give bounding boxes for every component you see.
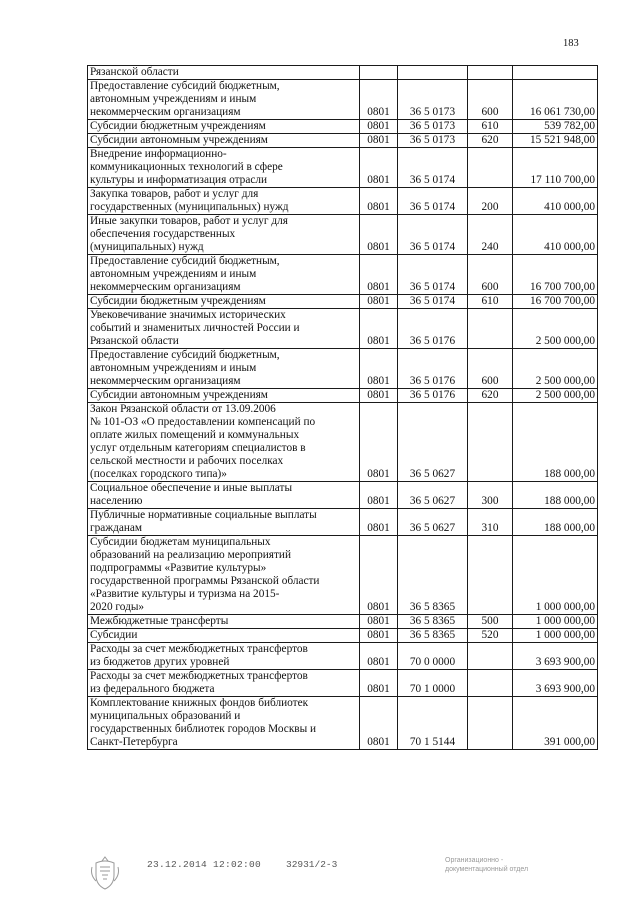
coat-of-arms-icon <box>88 855 122 891</box>
row-amount-cell <box>513 66 598 80</box>
row-code-cell: 36 5 0627 <box>398 403 468 482</box>
row-section-cell: 0801 <box>360 255 398 295</box>
row-type-cell: 500 <box>468 615 513 629</box>
row-name-cell: Увековечивание значимых исторических событий и знаменитых личностей России и Рязанской области <box>88 309 360 349</box>
row-name-cell: Субсидии бюджетам муниципальных образований на реализацию мероприятий подпрограммы «Развитие культуры» государственной программы Рязанской области «Развитие культуры и туризма на 2015- 2020 годы» <box>88 536 360 615</box>
row-section-cell: 0801 <box>360 643 398 670</box>
table-row <box>88 697 598 750</box>
row-amount-cell: 539 782,00 <box>513 120 598 134</box>
row-code-cell: 36 5 0176 <box>398 349 468 389</box>
row-name-cell: Межбюджетные трансферты <box>88 615 360 629</box>
row-name-cell: Рязанской области <box>88 66 360 80</box>
row-section-cell: 0801 <box>360 134 398 148</box>
row-code-cell: 36 5 8365 <box>398 629 468 643</box>
row-section-cell: 0801 <box>360 536 398 615</box>
row-type-cell: 600 <box>468 349 513 389</box>
row-type-cell <box>468 536 513 615</box>
row-amount-cell: 15 521 948,00 <box>513 134 598 148</box>
row-type-cell: 610 <box>468 120 513 134</box>
table-row <box>88 148 598 188</box>
row-amount-cell: 16 061 730,00 <box>513 80 598 120</box>
row-type-cell <box>468 403 513 482</box>
row-name-cell: Комплектование книжных фондов библиотек муниципальных образований и государственных библиотек городов Москвы и Санкт-Петербурга <box>88 697 360 750</box>
page-number: 183 <box>563 38 579 49</box>
table-row <box>88 295 598 309</box>
row-amount-cell: 2 500 000,00 <box>513 309 598 349</box>
row-code-cell: 70 0 0000 <box>398 643 468 670</box>
table-row <box>88 615 598 629</box>
row-amount-cell: 410 000,00 <box>513 188 598 215</box>
footer <box>0 855 640 895</box>
row-section-cell: 0801 <box>360 670 398 697</box>
row-code-cell: 36 5 0173 <box>398 80 468 120</box>
row-type-cell: 600 <box>468 255 513 295</box>
row-name-cell: Социальное обеспечение и иные выплаты населению <box>88 482 360 509</box>
row-section-cell: 0801 <box>360 215 398 255</box>
row-name-cell: Предоставление субсидий бюджетным, автономным учреждениям и иным некоммерческим организациям <box>88 255 360 295</box>
row-section-cell <box>360 66 398 80</box>
row-name-cell: Иные закупки товаров, работ и услуг для обеспечения государственных (муниципальных) нужд <box>88 215 360 255</box>
row-section-cell: 0801 <box>360 349 398 389</box>
row-type-cell: 300 <box>468 482 513 509</box>
row-code-cell: 36 5 8365 <box>398 615 468 629</box>
row-name-cell: Предоставление субсидий бюджетным, автономным учреждениям и иным некоммерческим организациям <box>88 349 360 389</box>
table-row <box>88 403 598 482</box>
table-row <box>88 389 598 403</box>
row-name-cell: Внедрение информационно- коммуникационных технологий в сфере культуры и информатизация отрасли <box>88 148 360 188</box>
table-row <box>88 482 598 509</box>
row-name-cell: Субсидии бюджетным учреждениям <box>88 295 360 309</box>
table-row <box>88 349 598 389</box>
row-type-cell: 310 <box>468 509 513 536</box>
row-section-cell: 0801 <box>360 615 398 629</box>
row-amount-cell: 188 000,00 <box>513 509 598 536</box>
row-name-cell: Субсидии <box>88 629 360 643</box>
row-code-cell: 36 5 0627 <box>398 509 468 536</box>
table-row <box>88 66 598 80</box>
table-row <box>88 509 598 536</box>
row-amount-cell: 188 000,00 <box>513 403 598 482</box>
row-section-cell: 0801 <box>360 403 398 482</box>
row-type-cell: 620 <box>468 134 513 148</box>
row-amount-cell: 3 693 900,00 <box>513 670 598 697</box>
row-amount-cell: 410 000,00 <box>513 215 598 255</box>
row-amount-cell: 2 500 000,00 <box>513 389 598 403</box>
budget-table <box>87 65 598 750</box>
row-section-cell: 0801 <box>360 629 398 643</box>
row-code-cell: 36 5 0627 <box>398 482 468 509</box>
row-code-cell: 36 5 0176 <box>398 389 468 403</box>
row-code-cell: 36 5 0174 <box>398 255 468 295</box>
row-amount-cell: 1 000 000,00 <box>513 615 598 629</box>
stamp-datetime: 23.12.2014 12:02:00 <box>147 859 262 870</box>
row-code-cell: 36 5 0174 <box>398 295 468 309</box>
row-code-cell <box>398 66 468 80</box>
row-amount-cell: 16 700 700,00 <box>513 295 598 309</box>
row-section-cell: 0801 <box>360 188 398 215</box>
table-row <box>88 80 598 120</box>
row-code-cell: 36 5 8365 <box>398 536 468 615</box>
table-row <box>88 120 598 134</box>
row-type-cell <box>468 697 513 750</box>
row-type-cell <box>468 309 513 349</box>
row-type-cell: 200 <box>468 188 513 215</box>
row-code-cell: 70 1 5144 <box>398 697 468 750</box>
row-type-cell: 610 <box>468 295 513 309</box>
row-name-cell: Закупка товаров, работ и услуг для государственных (муниципальных) нужд <box>88 188 360 215</box>
row-section-cell: 0801 <box>360 697 398 750</box>
row-code-cell: 36 5 0176 <box>398 309 468 349</box>
row-name-cell: Расходы за счет межбюджетных трансфертов из федерального бюджета <box>88 670 360 697</box>
table-row <box>88 309 598 349</box>
row-amount-cell: 2 500 000,00 <box>513 349 598 389</box>
row-type-cell <box>468 66 513 80</box>
row-section-cell: 0801 <box>360 309 398 349</box>
stamp-department-note: Организационно - документационный отдел <box>445 857 529 873</box>
row-section-cell: 0801 <box>360 120 398 134</box>
row-section-cell: 0801 <box>360 80 398 120</box>
row-code-cell: 36 5 0174 <box>398 215 468 255</box>
row-code-cell: 36 5 0174 <box>398 148 468 188</box>
row-type-cell: 520 <box>468 629 513 643</box>
row-name-cell: Предоставление субсидий бюджетным, автономным учреждениям и иным некоммерческим организациям <box>88 80 360 120</box>
row-amount-cell: 16 700 700,00 <box>513 255 598 295</box>
row-type-cell: 240 <box>468 215 513 255</box>
table-row <box>88 643 598 670</box>
row-amount-cell: 1 000 000,00 <box>513 536 598 615</box>
row-type-cell: 600 <box>468 80 513 120</box>
row-amount-cell: 1 000 000,00 <box>513 629 598 643</box>
row-name-cell: Субсидии бюджетным учреждениям <box>88 120 360 134</box>
row-amount-cell: 391 000,00 <box>513 697 598 750</box>
row-amount-cell: 188 000,00 <box>513 482 598 509</box>
row-name-cell: Субсидии автономным учреждениям <box>88 134 360 148</box>
row-type-cell <box>468 670 513 697</box>
row-amount-cell: 3 693 900,00 <box>513 643 598 670</box>
table-row <box>88 536 598 615</box>
table-row <box>88 215 598 255</box>
row-name-cell: Субсидии автономным учреждениям <box>88 389 360 403</box>
row-type-cell <box>468 643 513 670</box>
row-section-cell: 0801 <box>360 509 398 536</box>
table-row <box>88 134 598 148</box>
table-row <box>88 629 598 643</box>
row-code-cell: 70 1 0000 <box>398 670 468 697</box>
row-section-cell: 0801 <box>360 295 398 309</box>
row-section-cell: 0801 <box>360 148 398 188</box>
row-code-cell: 36 5 0173 <box>398 134 468 148</box>
table-row <box>88 670 598 697</box>
table-row <box>88 188 598 215</box>
row-name-cell: Закон Рязанской области от 13.09.2006 № 101-ОЗ «О предоставлении компенсаций по оплате жилых помещений и коммунальных услуг отдельным категориям специалистов в сельской местности и рабочих поселках (поселках городского типа)» <box>88 403 360 482</box>
row-section-cell: 0801 <box>360 482 398 509</box>
stamp-document-id: 32931/2-3 <box>286 859 338 870</box>
row-name-cell: Публичные нормативные социальные выплаты гражданам <box>88 509 360 536</box>
row-amount-cell: 17 110 700,00 <box>513 148 598 188</box>
row-name-cell: Расходы за счет межбюджетных трансфертов из бюджетов других уровней <box>88 643 360 670</box>
row-code-cell: 36 5 0173 <box>398 120 468 134</box>
row-type-cell <box>468 148 513 188</box>
table-row <box>88 255 598 295</box>
row-type-cell: 620 <box>468 389 513 403</box>
row-code-cell: 36 5 0174 <box>398 188 468 215</box>
row-section-cell: 0801 <box>360 389 398 403</box>
